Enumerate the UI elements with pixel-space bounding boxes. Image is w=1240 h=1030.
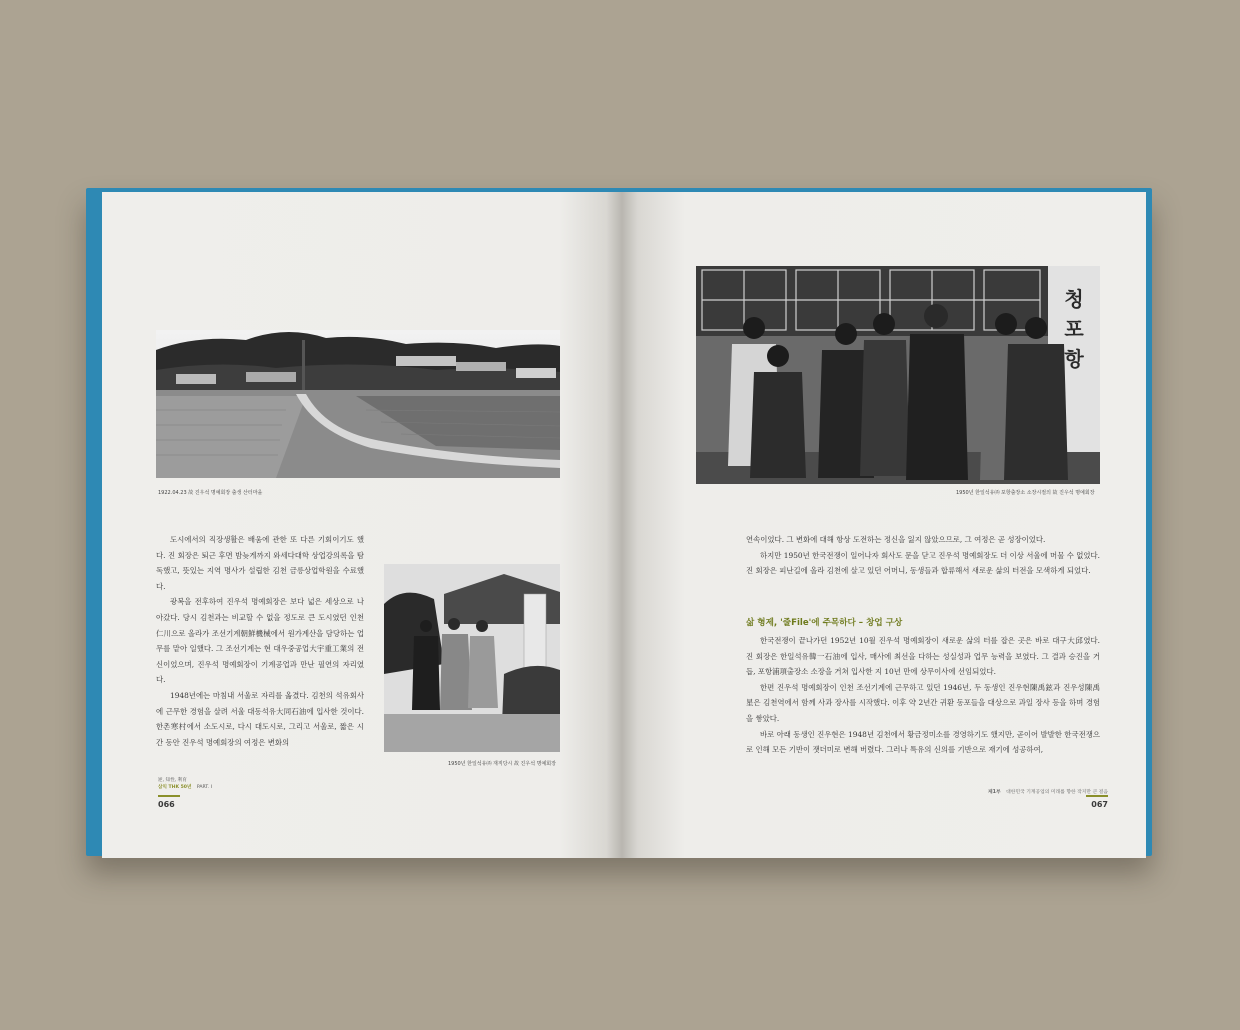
left-footer-line1: 逆, 知性, 利育 (158, 778, 187, 783)
village-field-photo (156, 330, 560, 478)
book-title: 삼익 THK 50년 (158, 785, 192, 790)
top-photo-caption: 1922.04.23 故 진우석 명예회장 출생 산터마을 (158, 490, 263, 496)
three-men-photo (384, 564, 560, 752)
right-body-top (746, 532, 1100, 579)
right-chapter-title: 대한민국 기계공업의 미래를 향한 작지만 큰 걸음 (1006, 790, 1108, 795)
right-part-label: 제1부 (988, 790, 1001, 795)
left-page-number: 066 (158, 800, 175, 809)
left-page (102, 192, 622, 858)
left-footer-line2 (158, 784, 212, 790)
left-body-text (156, 532, 364, 750)
group-photo (696, 266, 1100, 484)
left-paragraph-2: 광복을 전후하여 진우석 명예회장은 보다 넓은 세상으로 나아갔다. 당시 김천과는 비교할 수 없을 정도로 큰 도시였던 인천仁川으로 올라가 조선기계朝鮮機械에서 원가계산을 담당하는 업무를 맡아 일했다. 그 조선기계는 현 대우중공업大宇重工業의 전신이었으며, 진우석 명예회장이 기계공업과 만난 필연의 자리였다. (156, 597, 364, 685)
right-paragraph-2: 하지만 1950년 한국전쟁이 일어나자 회사도 문을 닫고 진우석 명예회장도 더 이상 서울에 머물 수 없었다. 진 회장은 피난길에 올라 김천에 살고 있던 어머니, 동생들과 합류해서 새로운 삶의 터전을 모색하게 되었다. (746, 550, 1100, 576)
sign-char-1: 청 (1064, 287, 1084, 311)
right-paragraph-3: 한국전쟁이 끝나가던 1952년 10월 진우석 명예회장이 새로운 삶의 터를 잡은 곳은 바로 대구大邱였다. 진 회장은 한일석유韓一石油에 입사, 매사에 최선을 다하는 성실성과 업무 능력을 보였다. 그 결과 승진을 거듭, 포항浦項출장소 소장을 거쳐 입사한 지 10년 만에 상무이사에 선임되었다. (746, 636, 1100, 677)
right-paragraph-1: 연속이었다. 그 변화에 대해 항상 도전하는 정신을 잃지 않았으므로, 그 여정은 곧 성장이었다. (746, 535, 1046, 544)
right-folio-bar (1086, 795, 1108, 797)
right-paragraph-5: 바로 아래 동생인 진우현은 1948년 김천에서 황금정미소를 경영하기도 했지만, 곧이어 발발한 한국전쟁으로 인해 모든 기반이 잿더미로 변해 버렸다. 그러나 특유의 신의를 기반으로 재기에 성공하여, (746, 729, 1100, 755)
group-photo-caption: 1950년 한일석유㈜ 포항출장소 소장시절의 故 진우석 명예회장 (956, 490, 1095, 496)
sign-char-2: 포 (1064, 317, 1084, 341)
left-paragraph-3: 1948년에는 마침내 서울로 자리를 옮겼다. 김천의 석유회사에 근무한 경험을 살려 서울 대동석유大同石油에 입사한 것이다. 한촌寒村에서 소도시로, 다시 대도시로, 그리고 서울로, 짧은 시간 동안 진우석 명예회장의 여정은 변화의 (156, 690, 364, 747)
right-body-bottom (746, 633, 1100, 758)
right-page-number: 067 (1091, 800, 1108, 809)
right-footer-meta (988, 788, 1108, 795)
left-folio-bar (158, 795, 180, 797)
part-label: PART. I (196, 785, 212, 790)
right-page (622, 192, 1146, 858)
right-paragraph-4: 한편 진우석 명예회장이 인천 조선기계에 근무하고 있던 1946년, 두 동생인 진우현陳禹鉉과 진우성陳禹星은 김천역에서 함께 사과 장사를 시작했다. 이후 약 2년간 귀환 동포들을 대상으로 과일 장사 등을 하며 경험을 쌓았다. (746, 682, 1100, 723)
sign-char-3: 항 (1064, 347, 1084, 371)
section-subhead: 삶 형제, '줄File'에 주목하다 – 창업 구상 (746, 618, 903, 628)
left-paragraph-1: 도시에서의 직장생활은 배움에 관한 또 다른 기회이기도 했다. 진 회장은 퇴근 후면 밤늦게까지 와세다대학 상업강의록을 탐독했고, 뜻있는 지역 명사가 설립한 김천 금릉상업학원을 수료했다. (156, 535, 364, 591)
side-photo-caption: 1950년 한일석유㈜ 재직당시 故 진우석 명예회장 (448, 761, 556, 767)
